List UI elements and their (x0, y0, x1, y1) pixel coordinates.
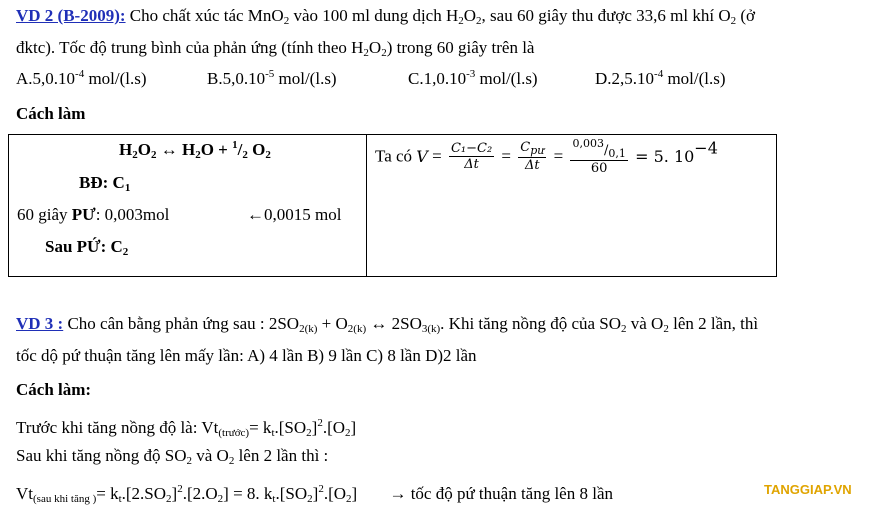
option-a: $A.5,0.10^{-4}$ mol/(l.s) (16, 68, 147, 88)
after-condition-line: Sau khi tăng nồng độ $SO_2$ và $O_2$ lên 2 lần thì : (16, 446, 329, 467)
vd3-problem-line1: VD 3 : Cho cân bằng phản ứng sau : $2SO_{2(k)} + O_{2(k)}$ ↔ $2SO_{3(k)}$. Khi tăng nồng độ của $SO_2$ và $O_2$ lên 2 lần, thì (16, 314, 759, 335)
option-c: $C.1,0.10^{-3}$ mol/(l.s) (408, 68, 538, 88)
after-row: Sau PỨ: $C_2$ (45, 237, 129, 258)
vd2-title: VD 2 (B-2009): (16, 6, 126, 25)
conclusion: → tốc độ pứ thuận tăng lên 8 lần (389, 484, 613, 503)
before-rate-line: Trước khi tăng nồng độ là: $Vt_{(trước)}= k_t.[SO_2]^2.[O_2]$ (16, 417, 357, 439)
calculation-cell (367, 135, 777, 277)
vd3-title: VD 3 : (16, 314, 64, 333)
site-watermark: TANGGIAP.VN (764, 482, 852, 497)
reacted-o2: ←0,0015 mol (247, 205, 342, 224)
reacted-row: 60 giây PƯ: 0,003mol (17, 205, 170, 224)
vd2-problem-line2: đktc). Tốc độ trung bình của phản ứng (tính theo $H_2O_2$) trong 60 giây trên là (16, 38, 535, 59)
reaction-cell (9, 135, 367, 277)
option-d: $D.2,5.10^{-4}$ mol/(l.s) (595, 68, 726, 88)
vd3-method-label: Cách làm: (16, 380, 92, 399)
vd3-problem-line2: tốc dộ pứ thuận tăng lên mấy lần: A) 4 lần B) 9 lần C) 8 lần D)2 lần (16, 346, 477, 365)
option-b: $B.5,0.10^{-5}$ mol/(l.s) (207, 68, 337, 88)
rate-formula: Ta có V = $\frac{\text{C₁−C₂}}{\Delta t}$ = $\frac{C_{pư}}{\Delta t}$ = $\frac{^{0,003}/_{0,1}}{60}$ = 5. $10^{-4}$ (375, 137, 718, 176)
solution-table (8, 134, 777, 277)
vd2-method-label: Cách làm (16, 104, 86, 123)
vd2-problem-line1: VD 2 (B-2009): Cho chất xúc tác MnO$_2$ vào 100 ml dung dịch $H_2O_2$, sau 60 giây thu được 33,6 ml khí $O_2$ (ở (16, 6, 756, 27)
reaction-equation: $H_2O_2$ ↔ $H_2O + ^1/_2$ $O_2$ (119, 139, 271, 161)
initial-row: BĐ: $C_1$ (79, 173, 131, 194)
after-rate-line: $Vt_{(sau khi tăng )}= k_t.[2.SO_2]^2.[2.O_2] = 8$. $k_t.[SO_2]^2.[O_2]$ → tốc độ pứ thuận tăng lên 8 lần (16, 483, 613, 505)
